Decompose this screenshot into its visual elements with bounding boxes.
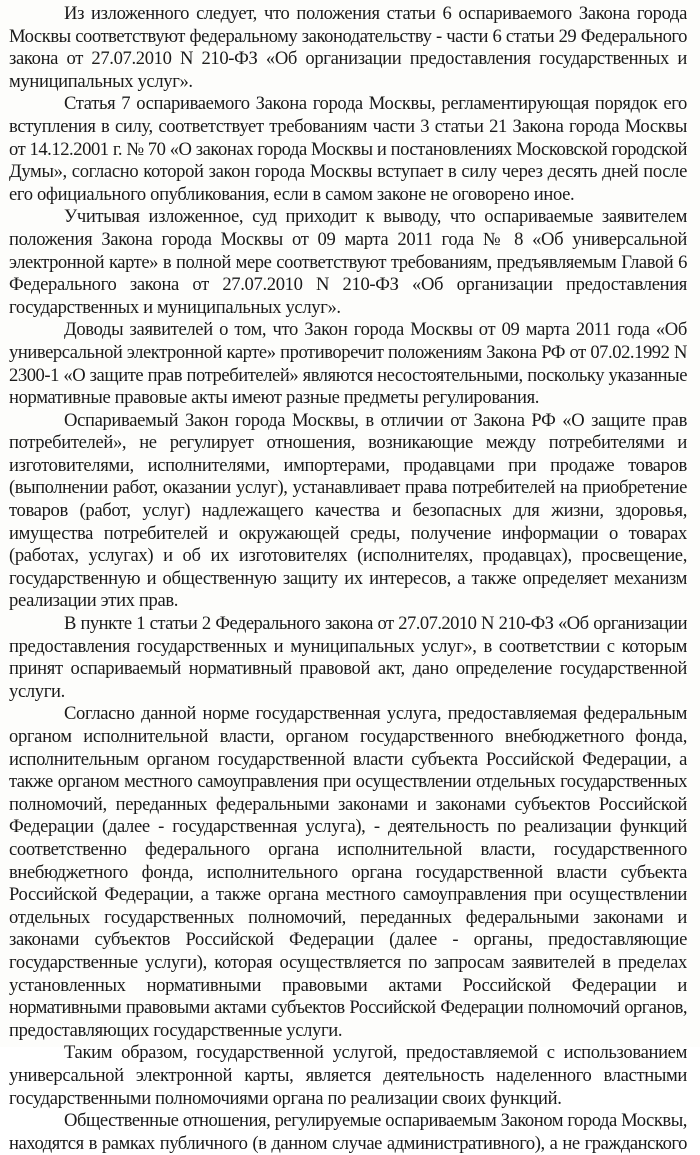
text-line: предоставляющих государственные услуги.	[9, 1019, 343, 1041]
paragraph	[9, 613, 687, 703]
paragraph	[9, 206, 687, 319]
text-line: универсальной электронной карте» противоречит положениям Закона РФ от 07.02.1992 N	[9, 341, 687, 363]
text-line: государственные услуги), которая осуществляется по запросам заявителей в пределах	[9, 951, 687, 973]
paragraph	[9, 319, 687, 409]
text-line: Федерального закона от 27.07.2010 N 210-ФЗ «Об организации предоставления	[9, 274, 687, 296]
text-line: государственными полномочиями органа по реализации своих функций.	[9, 1087, 562, 1109]
text-line: потребителей», не регулирует отношения, возникающие между потребителями и	[9, 432, 687, 454]
text-line: реализации этих прав.	[9, 590, 179, 612]
text-line: Москвы соответствуют федеральному законодательству - части 6 статьи 29 Федерального	[9, 25, 687, 47]
text-line: Учитывая изложенное, суд приходит к выводу, что оспариваемые заявителем	[64, 206, 687, 228]
text-line: услуги.	[9, 680, 65, 702]
text-line: Российской Федерации, а также органа местного самоуправления при осуществлении	[9, 884, 687, 906]
text-line: соответственно федерального органа исполнительной власти, государственного	[9, 838, 687, 860]
text-line: электронной карте» в полной мере соответствуют требованиям, предъявляемым Главой 6	[9, 251, 687, 273]
text-line: Оспариваемый Закон города Москвы, в отличии от Закона РФ «О защите прав	[64, 409, 687, 431]
document-body	[9, 3, 687, 1155]
paragraph	[9, 3, 687, 93]
text-line: принят оспариваемый нормативный правовой акт, дано определение государственной	[9, 658, 687, 680]
paragraph	[9, 703, 687, 1042]
text-line: государственных и муниципальных услуг».	[9, 296, 341, 318]
text-line: муниципальных услуг».	[9, 70, 193, 92]
text-line: Общественные отношения, регулируемые оспариваемым Законом города Москвы,	[64, 1110, 687, 1132]
text-line: Доводы заявителей о том, что Закон города Москвы от 09 марта 2011 года «Об	[64, 319, 687, 341]
text-line: изготовителями, исполнителями, импортерами, продавцами при продаже товаров	[9, 454, 687, 476]
text-line: полномочий, переданных федеральными законами и законами субъектов Российской	[9, 793, 687, 815]
text-line: Согласно данной норме государственная услуга, предоставляемая федеральным	[64, 703, 687, 725]
text-line: (выполнении работ, оказании услуг), устанавливает права потребителей на приобретение	[9, 477, 687, 499]
text-line: Федерации (далее - государственная услуга), - деятельность по реализации функций	[9, 816, 687, 838]
text-line: предоставления государственных и муниципальных услуг», в соответствии с которым	[9, 635, 687, 657]
text-line: установленных нормативными правовыми актами Российской Федерации и	[9, 974, 687, 996]
text-line: В пункте 1 статьи 2 Федерального закона от 27.07.2010 N 210-ФЗ «Об организации	[64, 613, 687, 635]
text-line: (работах, услугах) и об их изготовителях (исполнителях, продавцах), просвещение,	[9, 545, 687, 567]
text-line: товаров (работ, услуг) надлежащего качества и безопасных для жизни, здоровья,	[9, 500, 687, 522]
paragraph	[9, 410, 687, 613]
text-line: его официального опубликования, если в самом законе не оговорено иное.	[9, 183, 575, 205]
text-line: 2300-1 «О защите прав потребителей» являются несостоятельными, поскольку указанные	[9, 364, 687, 386]
text-line: закона от 27.07.2010 N 210-ФЗ «Об организации предоставления государственных и	[9, 48, 687, 70]
text-line: имущества потребителей и окружающей среды, получение информации о товарах	[9, 522, 687, 544]
text-line: Статья 7 оспариваемого Закона города Москвы, регламентирующая порядок его	[64, 93, 687, 115]
text-line: от 14.12.2001 г. № 70 «О законах города Москвы и постановлениях Московской городской	[9, 138, 687, 160]
text-line: также органом местного самоуправления при осуществлении отдельных государственных	[9, 771, 687, 793]
text-line: исполнительным органом государственной власти субъекта Российской Федерации, а	[9, 748, 687, 770]
text-line: Думы», согласно которой закон города Москвы вступает в силу через десять дней после	[9, 161, 687, 183]
text-line: нормативные правовые акты имеют разные предметы регулирования.	[9, 387, 540, 409]
text-line: законами субъектов Российской Федерации (далее - органы, предоставляющие	[9, 929, 687, 951]
text-line: универсальной электронной карты, является деятельность наделенного властными	[9, 1064, 687, 1086]
text-line: находятся в рамках публичного (в данном случае административного), а не гражданского	[9, 1132, 687, 1154]
text-line: нормативными правовыми актами субъектов Российской Федерации полномочий органов,	[9, 997, 687, 1019]
text-line: положения Закона города Москвы от 09 марта 2011 года № 8 «Об универсальной	[9, 228, 687, 250]
paragraph	[9, 1110, 687, 1155]
text-line: государственную и общественную защиту их интересов, а также определяет механизм	[9, 567, 687, 589]
paragraph	[9, 1042, 687, 1110]
text-line: Из изложенного следует, что положения статьи 6 оспариваемого Закона города	[64, 3, 687, 24]
paragraph	[9, 93, 687, 206]
text-line: вступления в силу, соответствует требованиям части 3 статьи 21 Закона города Москвы	[9, 115, 687, 137]
text-line: внебюджетного фонда, исполнительного органа государственной власти субъекта	[9, 861, 687, 883]
text-line: органом исполнительной власти, органом государственного внебюджетного фонда,	[9, 726, 687, 747]
text-line: отдельных государственных полномочий, переданных федеральными законами и	[9, 906, 687, 928]
text-line: Таким образом, государственной услугой, предоставляемой с использованием	[64, 1042, 687, 1064]
